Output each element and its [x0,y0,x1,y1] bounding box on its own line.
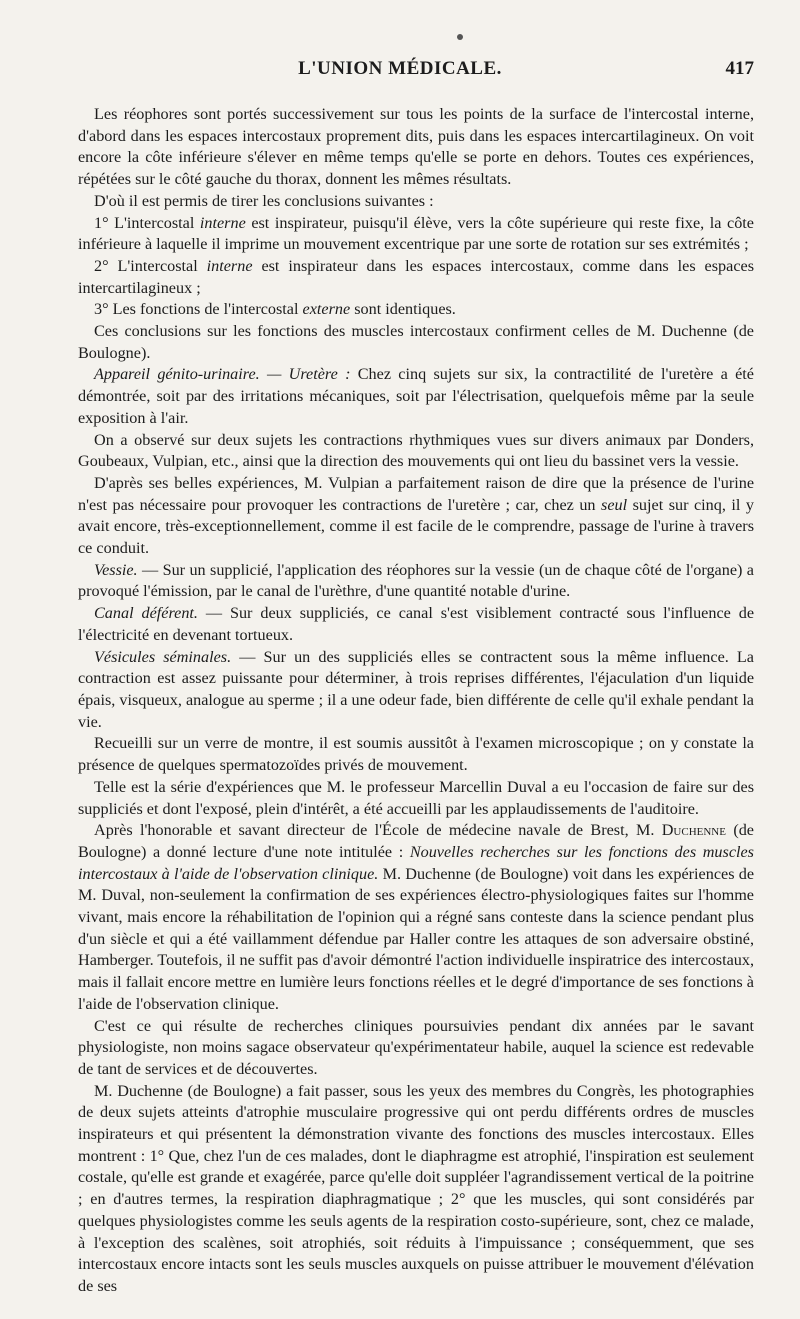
paragraph: Les réophores sont portés successivement sur tous les points de la surface de l'intercostal interne, d'abord dans les espaces intercostaux proprement dits, puis dans les espaces intercartilagineux. On voit encore la côte inférieure s'élever en même temps qu'elle se porte en dehors. Toutes ces expériences, répétées sur le côté gauche du thorax, donnent les mêmes résultats. [78,105,754,189]
paragraph: Vésicules séminales. — Sur un des suppliciés elles se contractent sous la même influence. La contraction est assez puissante pour déterminer, à trois reprises différentes, l'éjaculation d'un liquide épais, visqueux, analogue au sperme ; il a une odeur fade, bien différente de celle qu'il exhale pendant la vie. [78,647,754,731]
section-heading: Vésicules séminales. [94,647,232,666]
section-heading: Vessie. [94,560,138,579]
paragraph: Canal déférent. — Sur deux suppliciés, ce canal s'est visiblement contracté sous l'influence de l'électricité en devenant tortueux. [78,604,755,644]
journal-title: L'UNION MÉDICALE. [298,58,502,79]
paragraph: D'où il est permis de tirer les conclusions suivantes : [94,191,434,210]
paragraph: Ces conclusions sur les fonctions des muscles intercostaux confirment celles de M. Duchenne (de Boulogne). [78,322,754,362]
paragraph: 1° L'intercostal interne est inspirateur, puisqu'il élève, vers la côte supérieure qui reste fixe, la côte inférieure à laquelle il imprime un mouvement excentrique par une sorte de rotation sur ses extrémités ; [78,213,754,254]
ink-dot [457,34,463,40]
section-heading: Appareil génito-urinaire. — Uretère : [94,365,351,384]
running-header [0,58,800,88]
paragraph: M. Duchenne (de Boulogne) a fait passer, sous les yeux des membres du Congrès, les photographies de deux sujets atteints d'atrophie musculaire progressive qui ont perdu différents ordres de muscles inspirateurs et qui présentent la démonstration vivante des fonctions des muscles intercostaux. Elles montrent : 1° Que, chez l'un de ces malades, dont le diaphragme est atrophié, l'inspiration est seulement costale, qu'elle est grande et exagérée, parce qu'elle doit suppléer l'agrandissement vertical de la poitrine ; en d'autres termes, la respiration diaphragmatique ; 2° que les muscles, qui sont considérés par quelques physiologistes comme les seuls agents de la respiration costo-supérieure, sont, chez ce malade, à l'exception des scalènes, soit atrophiés, soit réduits à l'impuissance ; conséquemment, que ses intercostaux encore intacts sont les seuls muscles auxquels on puisse attribuer le mouvement d'élévation de ses [78,1081,754,1295]
paragraph: Appareil génito-urinaire. — Uretère : Chez cinq sujets sur six, la contractilité de l'uretère a été démontrée, soit par des irritations mécaniques, soit par l'électrisation, quelquefois même par la seule exposition à l'air. [78,365,754,427]
page-number: 417 [725,58,754,79]
paragraph: Recueilli sur un verre de montre, il est soumis aussitôt à l'examen microscopique ; on y constate la présence de quelques spermatozoïdes privés de mouvement. [78,734,754,775]
paragraph: Vessie. — Sur un supplicié, l'application des réophores sur la vessie (un de chaque côté de l'organe) a provoqué l'émission, par le canal de l'urèthre, d'une quantité notable d'urine. [78,560,754,601]
section-heading: Canal déférent. [94,604,198,623]
paragraph: D'après ses belles expériences, M. Vulpian a parfaitement raison de dire que la présence de l'urine n'est pas nécessaire pour provoquer les contractions de l'uretère ; car, chez un seul sujet sur cinq, il y avait encore, très-exceptionnellement, comme il est facile de le comprendre, passage de l'urine à travers ce conduit. [78,473,754,558]
paragraph: On a observé sur deux sujets les contractions rhythmiques vues sur divers animaux par Donders, Goubeaux, Vulpian, etc., ainsi que la direction des mouvements qui ont lieu du bassinet vers la vessie. [78,430,754,471]
paragraph: 2° L'intercostal interne est inspirateur dans les espaces intercostaux, comme dans les espaces intercartilagineux ; [78,256,754,297]
paragraph: C'est ce qui résulte de recherches cliniques poursuivies pendant dix années par le savant physiologiste, non moins sagace observateur qu'expérimentateur habile, auquel la science est redevable de tant de services et de découvertes. [78,1016,754,1078]
paragraph: 3° Les fonctions de l'intercostal externe sont identiques. [94,300,456,319]
paragraph: Telle est la série d'expériences que M. le professeur Marcellin Duval a eu l'occasion de faire sur des suppliciés et dont l'exposé, plein d'intérêt, a été accueilli par les applaudissements de l'auditoire. [78,777,754,818]
article-body [78,104,754,1298]
paragraph: Après l'honorable et savant directeur de l'École de médecine navale de Brest, M. Duchenne (de Boulogne) a donné lecture d'une note intitulée : Nouvelles recherches sur les fonctions des muscles intercostaux à l'aide de l'observation clinique. M. Duchenne (de Boulogne) voit dans les expériences de M. Duval, non-seulement la confirmation de ses expériences électro-physiologiques faites sur l'homme vivant, mais encore la réhabilitation de l'opinion qui a régné sans conteste dans la science pendant plus d'un siècle et qui a été vaillamment défendue par Haller contre les attaques de son adversaire obstiné, Hamberger. Toutefois, il ne suffit pas d'avoir démontré l'action individuelle inspiratrice des intercostaux, mais il fallait encore mettre en lumière leurs fonctions réelles et le degré d'importance de ses fonctions à l'aide de l'observation clinique. [78,821,755,1013]
